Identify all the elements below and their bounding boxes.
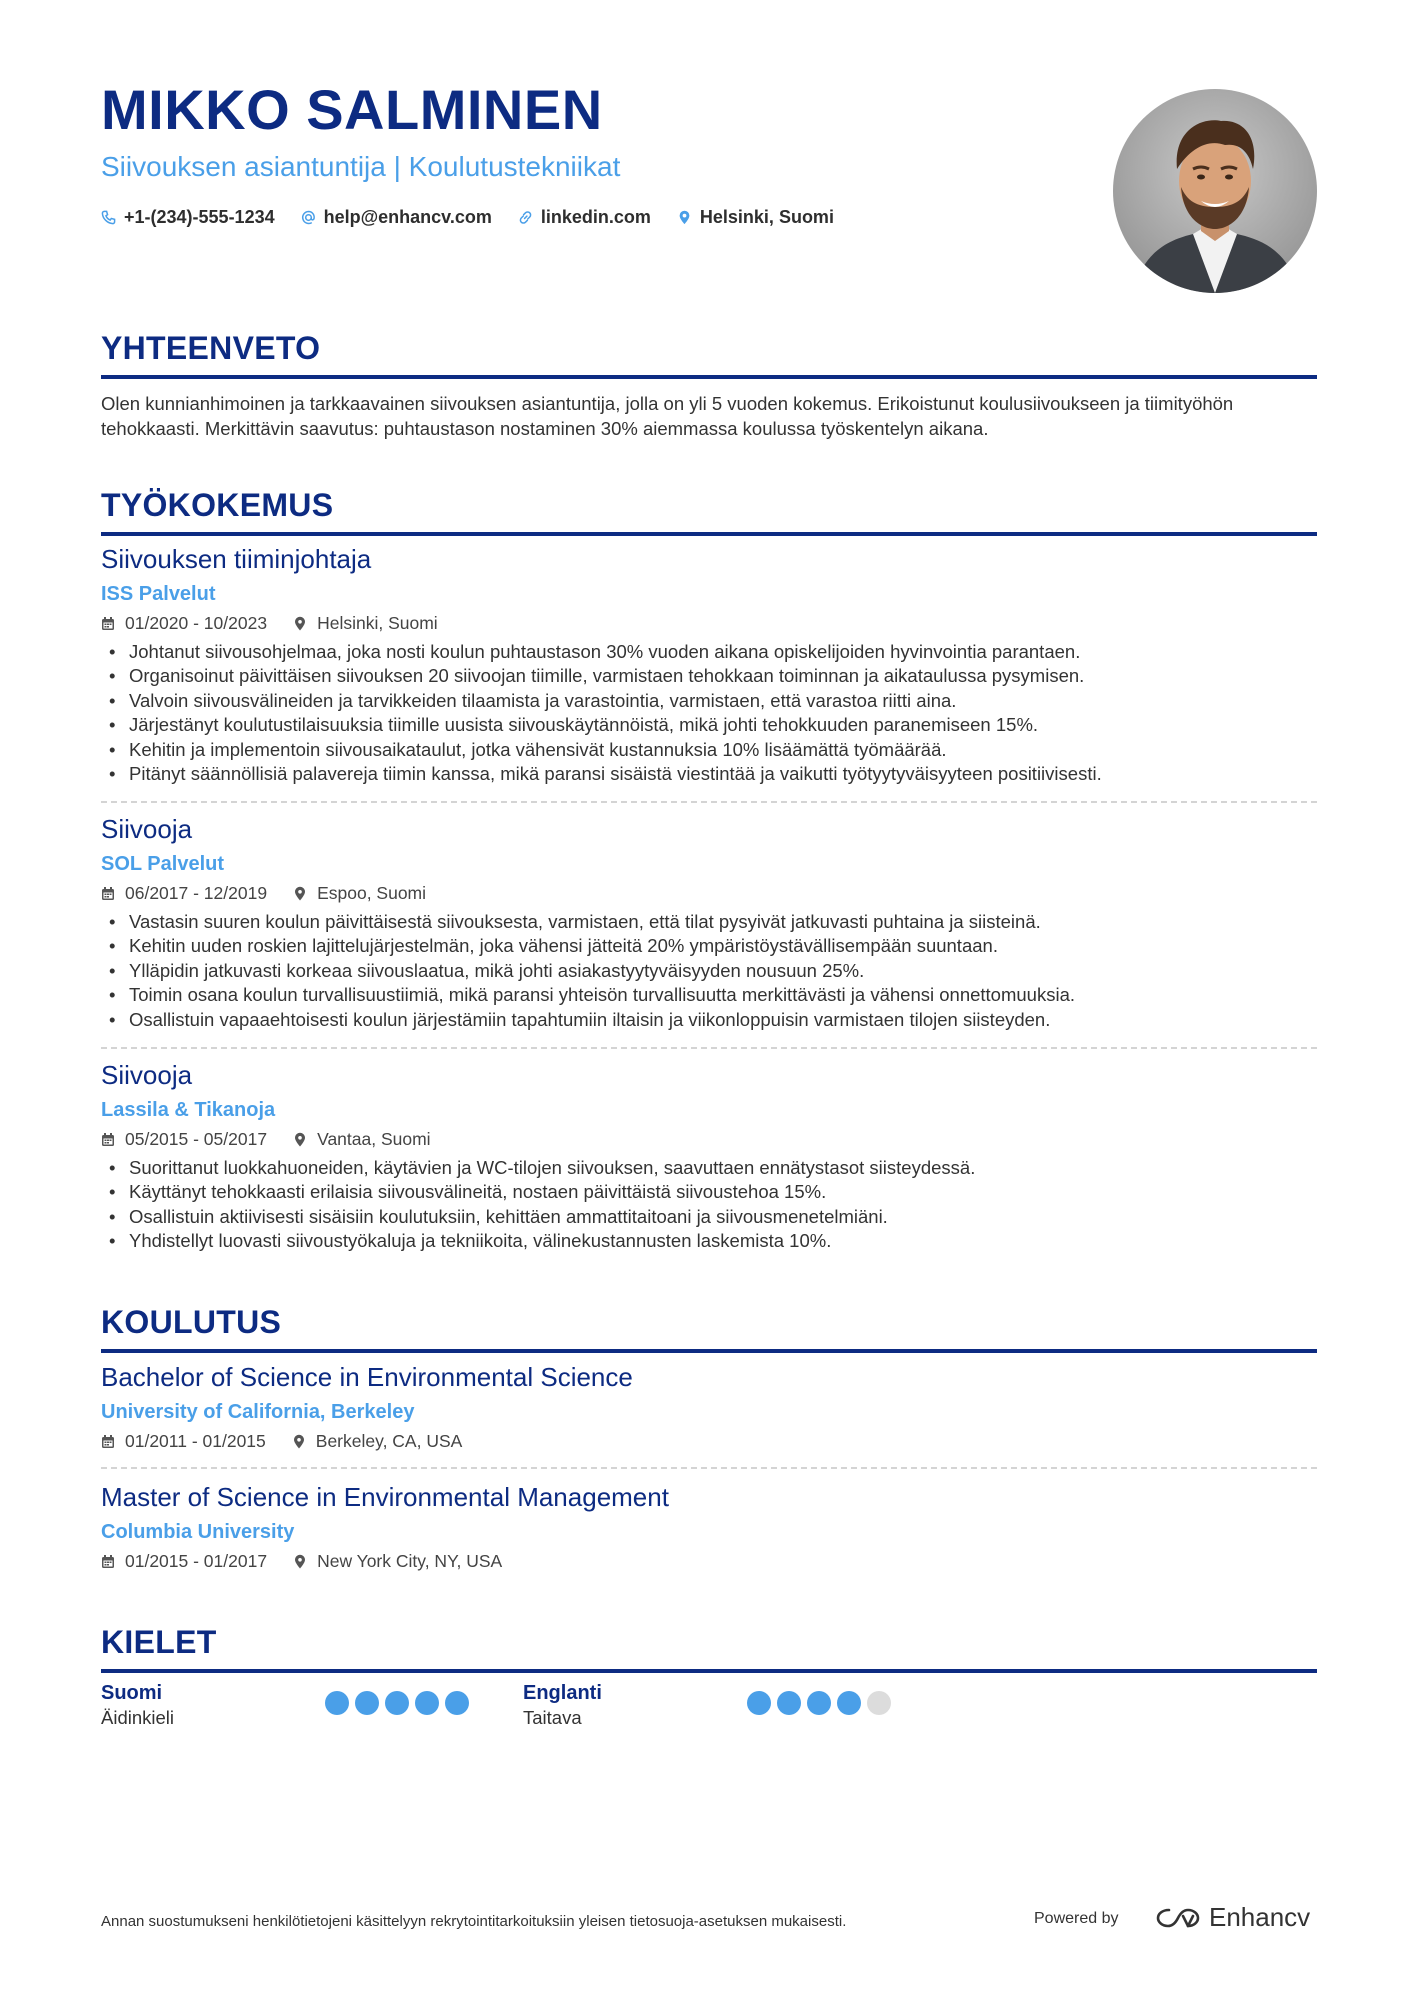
language-name: Suomi — [101, 1682, 163, 1704]
location-pin-icon — [293, 616, 307, 631]
profile-photo — [1113, 89, 1317, 293]
experience-heading: TYÖKOKEMUS — [101, 489, 1317, 536]
email-text: help@enhancv.com — [323, 207, 492, 227]
language-level: Taitava — [523, 1707, 582, 1728]
job-location — [293, 1131, 431, 1149]
rating-dot-filled — [415, 1691, 439, 1715]
education-dates-text: 01/2015 - 01/2017 — [125, 1551, 268, 1571]
job-dates — [101, 615, 267, 633]
rating-dot-filled — [325, 1691, 349, 1715]
link-icon — [518, 210, 533, 225]
education-meta — [101, 1553, 1317, 1571]
list-item: • Ylläpidin jatkuvasti korkeaa siivouslaatua, mikä johti asiakastyytyväisyyden nousuun 25%. — [101, 959, 1317, 984]
school-name: University of California, Berkeley — [101, 1401, 415, 1423]
job-location — [293, 885, 426, 903]
job-dates-text: 01/2020 - 10/2023 — [125, 613, 268, 633]
resume-header — [101, 0, 1317, 320]
location-pin-icon — [293, 886, 307, 901]
job-meta — [101, 615, 1317, 633]
education-location — [293, 1553, 502, 1571]
rating-dot-filled — [445, 1691, 469, 1715]
school-name: Columbia University — [101, 1521, 295, 1543]
summary-section — [101, 332, 1317, 441]
list-item: • Kehitin uuden roskien lajittelujärjestelmän, joka vähensi jätteitä 20% ympäristöystävällisempään suuntaan. — [101, 934, 1317, 959]
consent-text: Annan suostumukseni henkilötietojeni käsittelyyn rekrytointitarkoituksiin yleisen tietosuoja-asetuksen mukaisesti. — [101, 1913, 847, 1930]
language-rating — [747, 1691, 891, 1715]
calendar-icon — [101, 1132, 115, 1147]
resume-page — [101, 0, 1317, 1728]
education-dates — [101, 1553, 267, 1571]
calendar-icon — [101, 1554, 115, 1569]
job-title: Siivooja — [101, 1060, 193, 1090]
job-entry — [101, 1062, 1317, 1254]
job-meta — [101, 1131, 1317, 1149]
education-dates — [101, 1433, 266, 1451]
list-item: • Järjestänyt koulutustilaisuuksia tiimille uusista siivouskäytännöistä, mikä johti tehokkuuden paranemiseen 15%. — [101, 713, 1317, 738]
experience-section — [101, 489, 1317, 536]
contact-location — [677, 206, 834, 228]
enhancv-logo-icon — [1155, 1906, 1201, 1930]
calendar-icon — [101, 886, 115, 901]
job-bullets — [101, 640, 1317, 787]
job-location-text: Espoo, Suomi — [317, 883, 427, 903]
education-entry — [101, 1484, 1317, 1571]
job-company: SOL Palvelut — [101, 853, 225, 875]
job-company: ISS Palvelut — [101, 583, 216, 605]
list-item: • Osallistuin vapaaehtoisesti koulun järjestämiin tapahtumiin iltaisin ja viikonloppuisin varmistaen tilojen siisteyden. — [101, 1008, 1317, 1033]
list-item: • Toimin osana koulun turvallisuustiimiä, mikä paransi yhteisön turvallisuutta merkittävästi ja vähensi onnettomuuksia. — [101, 983, 1317, 1008]
list-item: • Suorittanut luokkahuoneiden, käytävien ja WC-tilojen siivouksen, saavuttaen ennätystasot siisteydessä. — [101, 1156, 1317, 1181]
entry-divider — [101, 801, 1317, 803]
education-location-text: New York City, NY, USA — [317, 1551, 503, 1571]
list-item: • Yhdistellyt luovasti siivoustyökaluja ja tekniikoita, välinekustannusten laskemista 10%. — [101, 1229, 1317, 1254]
entry-divider — [101, 1047, 1317, 1049]
language-name: Englanti — [523, 1682, 602, 1704]
education-heading: KOULUTUS — [101, 1306, 1317, 1353]
contact-email[interactable] — [301, 206, 492, 228]
language-item — [523, 1683, 903, 1728]
education-entry — [101, 1364, 1317, 1451]
rating-dot-empty — [867, 1691, 891, 1715]
location-pin-icon — [677, 210, 692, 225]
language-level: Äidinkieli — [101, 1707, 175, 1728]
job-dates — [101, 885, 267, 903]
enhancv-logo[interactable] — [1155, 1902, 1310, 1933]
language-rating — [325, 1691, 469, 1715]
list-item: • Johtanut siivousohjelmaa, joka nosti koulun puhtaustason 30% vuoden aikana opiskelijoiden hyvinvointia parantaen. — [101, 640, 1317, 665]
rating-dot-filled — [355, 1691, 379, 1715]
entry-divider — [101, 1467, 1317, 1469]
list-item: • Valvoin siivousvälineiden ja tarvikkeiden tilaamista ja varastointia, varmistaen, että varastoa riitti aina. — [101, 689, 1317, 714]
education-location-text: Berkeley, CA, USA — [315, 1431, 463, 1451]
education-meta — [101, 1433, 1317, 1451]
list-item: • Käyttänyt tehokkaasti erilaisia siivousvälineitä, nostaen päivittäistä siivoustehoa 15%. — [101, 1180, 1317, 1205]
job-dates-text: 06/2017 - 12/2019 — [125, 883, 268, 903]
profile-photo-illustration — [1113, 89, 1317, 293]
job-location-text: Vantaa, Suomi — [317, 1129, 431, 1149]
job-meta — [101, 885, 1317, 903]
degree-title: Bachelor of Science in Environmental Science — [101, 1362, 633, 1392]
candidate-subtitle: Siivouksen asiantuntija | Koulutustekniikat — [101, 151, 621, 182]
location-text: Helsinki, Suomi — [699, 207, 834, 227]
degree-title: Master of Science in Environmental Management — [101, 1482, 669, 1512]
job-title: Siivooja — [101, 814, 193, 844]
job-bullets — [101, 1156, 1317, 1254]
contact-phone[interactable] — [101, 206, 275, 228]
contact-row — [101, 206, 834, 228]
education-location — [292, 1433, 463, 1451]
education-section — [101, 1306, 1317, 1353]
job-location — [293, 615, 438, 633]
rating-dot-filled — [837, 1691, 861, 1715]
summary-text: Olen kunnianhimoinen ja tarkkaavainen siivouksen asiantuntija, jolla on yli 5 vuoden kokemus. Erikoistunut koulusiivoukseen ja tiimityöhön tehokkaasti. Merkittävin saavutus: puhtaustason nostaminen 30% aiemmassa koulussa työskentelyn aikana. — [101, 393, 1234, 439]
contact-linkedin[interactable] — [518, 206, 651, 228]
at-icon — [301, 210, 316, 225]
phone-icon — [101, 210, 116, 225]
job-bullets — [101, 910, 1317, 1033]
rating-dot-filled — [385, 1691, 409, 1715]
list-item: • Kehitin ja implementoin siivousaikataulut, jotka vähensivät kustannuksia 10% lisäämättä työmäärää. — [101, 738, 1317, 763]
languages-heading: KIELET — [101, 1626, 1317, 1673]
list-item: • Osallistuin aktiivisesti sisäisiin koulutuksiin, kehittäen ammattitaitoani ja siivousmenetelmiäni. — [101, 1205, 1317, 1230]
list-item: • Organisoinut päivittäisen siivouksen 20 siivoojan tiimille, varmistaen tehokkaan toiminnan ja aikataulussa pysymisen. — [101, 664, 1317, 689]
location-pin-icon — [292, 1434, 306, 1449]
summary-heading: YHTEENVETO — [101, 332, 1317, 379]
language-item — [101, 1683, 481, 1728]
calendar-icon — [101, 616, 115, 631]
rating-dot-filled — [747, 1691, 771, 1715]
job-entry — [101, 546, 1317, 787]
languages-section — [101, 1626, 1317, 1673]
job-title: Siivouksen tiiminjohtaja — [101, 544, 372, 574]
candidate-name: MIKKO SALMINEN — [101, 78, 603, 141]
list-item: • Pitänyt säännöllisiä palavereja tiimin kanssa, mikä paransi sisäistä viestintää ja vaikutti työtyytyväisyyteen positiivisesti. — [101, 762, 1317, 787]
job-company: Lassila & Tikanoja — [101, 1099, 276, 1121]
job-dates-text: 05/2015 - 05/2017 — [125, 1129, 268, 1149]
job-location-text: Helsinki, Suomi — [317, 613, 438, 633]
powered-by-label: Powered by — [1034, 1910, 1119, 1927]
brand-name: Enhancv — [1209, 1902, 1311, 1932]
phone-text: +1-(234)-555-1234 — [124, 207, 275, 227]
linkedin-text: linkedin.com — [540, 207, 651, 227]
job-entry — [101, 816, 1317, 1032]
calendar-icon — [101, 1434, 115, 1449]
location-pin-icon — [293, 1132, 307, 1147]
job-dates — [101, 1131, 267, 1149]
rating-dot-filled — [777, 1691, 801, 1715]
list-item: • Vastasin suuren koulun päivittäisestä siivouksesta, varmistaen, että tilat pysyivät jatkuvasti puhtaina ja siisteinä. — [101, 910, 1317, 935]
location-pin-icon — [293, 1554, 307, 1569]
rating-dot-filled — [807, 1691, 831, 1715]
education-dates-text: 01/2011 - 01/2015 — [125, 1431, 266, 1451]
